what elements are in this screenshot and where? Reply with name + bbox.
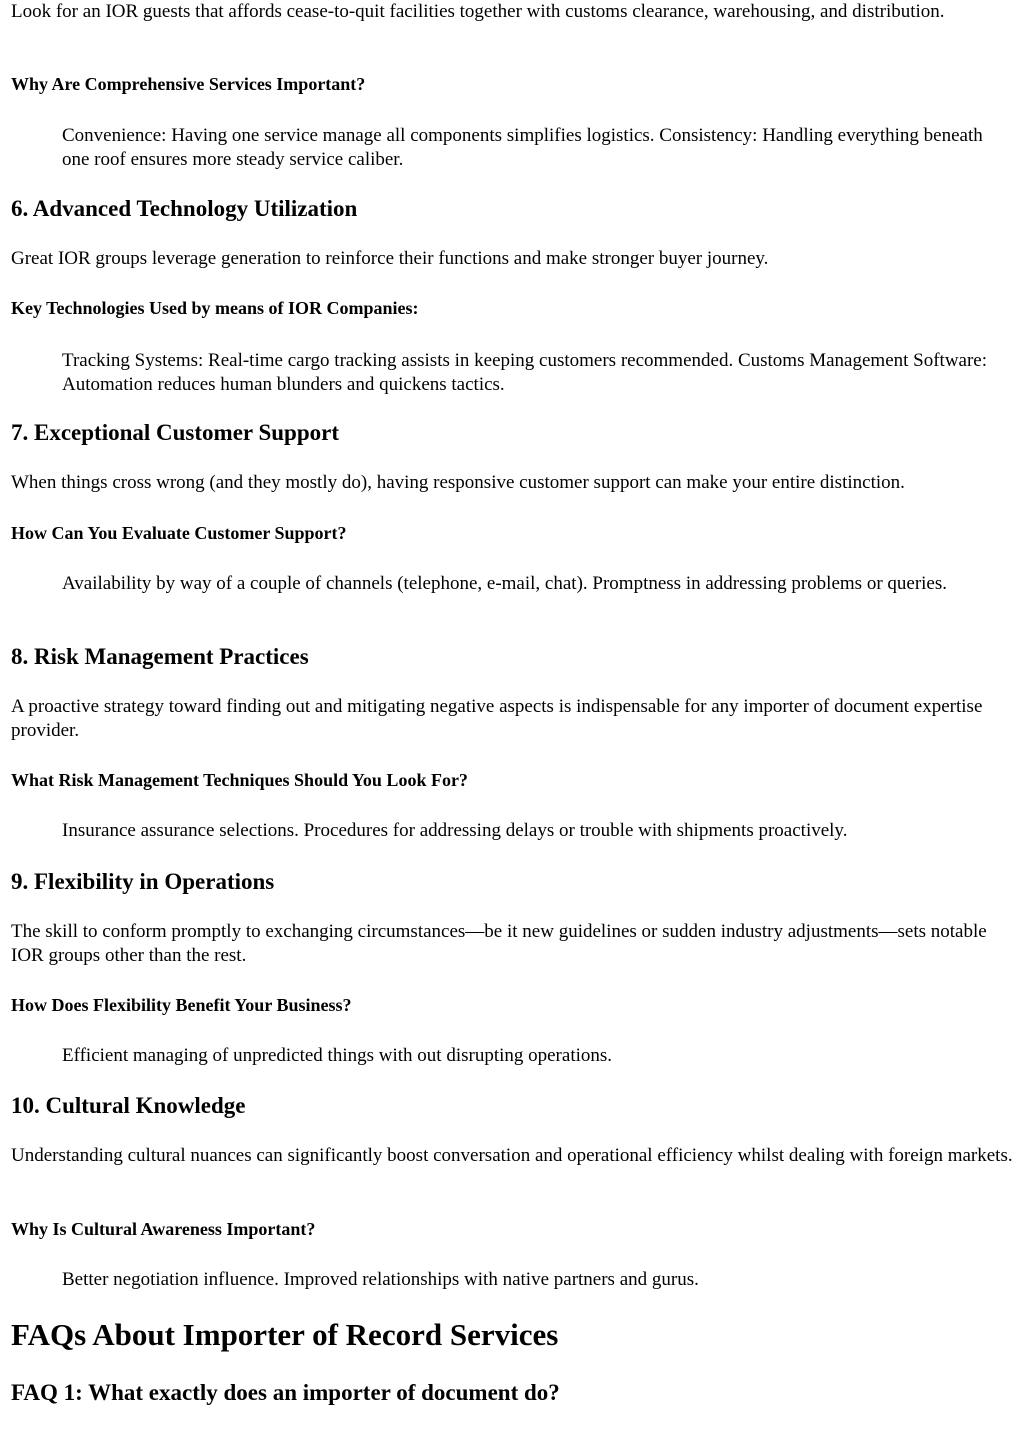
detail-comprehensive-services: Convenience: Having one service manage all components simplifies logistics. Consistency: Handling everything beneath one roof ensures more steady service caliber.	[62, 125, 983, 170]
section-paragraph-cultural-knowledge: Understanding cultural nuances can significantly boost conversation and operational efficiency whilst dealing with foreign markets.	[11, 1145, 1013, 1166]
detail-risk-management: Insurance assurance selections. Procedures for addressing delays or trouble with shipments proactively.	[62, 820, 848, 841]
question-risk-management: What Risk Management Techniques Should You Look For?	[11, 770, 468, 790]
question-customer-support: How Can You Evaluate Customer Support?	[11, 523, 347, 543]
intro-paragraph: Look for an IOR guests that affords cease-to-quit facilities together with customs clearance, warehousing, and distribution.	[11, 1, 945, 22]
question-technology: Key Technologies Used by means of IOR Companies:	[11, 298, 419, 318]
faq-question-1: FAQ 1: What exactly does an importer of document do?	[11, 1380, 560, 1405]
question-flexibility: How Does Flexibility Benefit Your Business?	[11, 995, 352, 1015]
section-heading-flexibility: 9. Flexibility in Operations	[11, 869, 275, 894]
faq-title: FAQs About Importer of Record Services	[11, 1317, 559, 1352]
section-heading-cultural-knowledge: 10. Cultural Knowledge	[11, 1093, 246, 1118]
detail-technology: Tracking Systems: Real-time cargo tracking assists in keeping customers recommended. Customs Management Software: Automation reduces human blunders and quickens tactics.	[62, 350, 988, 395]
section-paragraph-technology: Great IOR groups leverage generation to reinforce their functions and make stronger buyer journey.	[11, 248, 769, 269]
detail-flexibility: Efficient managing of unpredicted things with out disrupting operations.	[62, 1045, 613, 1066]
question-comprehensive-services: Why Are Comprehensive Services Important?	[11, 74, 366, 94]
section-paragraph-flexibility: The skill to conform promptly to exchanging circumstances—be it new guidelines or sudden industry adjustments—sets notable IOR groups other than the rest.	[11, 921, 987, 966]
detail-cultural-knowledge: Better negotiation influence. Improved relationships with native partners and gurus.	[62, 1269, 699, 1290]
section-heading-customer-support: 7. Exceptional Customer Support	[11, 420, 339, 445]
section-heading-risk-management: 8. Risk Management Practices	[11, 644, 309, 669]
question-cultural-knowledge: Why Is Cultural Awareness Important?	[11, 1219, 316, 1239]
section-paragraph-customer-support: When things cross wrong (and they mostly do), having responsive customer support can make your entire distinction.	[11, 472, 905, 493]
detail-customer-support: Availability by way of a couple of channels (telephone, e-mail, chat). Promptness in addressing problems or queries.	[62, 573, 948, 594]
section-paragraph-risk-management: A proactive strategy toward finding out and mitigating negative aspects is indispensable for any importer of document expertise provider.	[11, 696, 983, 741]
section-heading-technology: 6. Advanced Technology Utilization	[11, 196, 358, 221]
